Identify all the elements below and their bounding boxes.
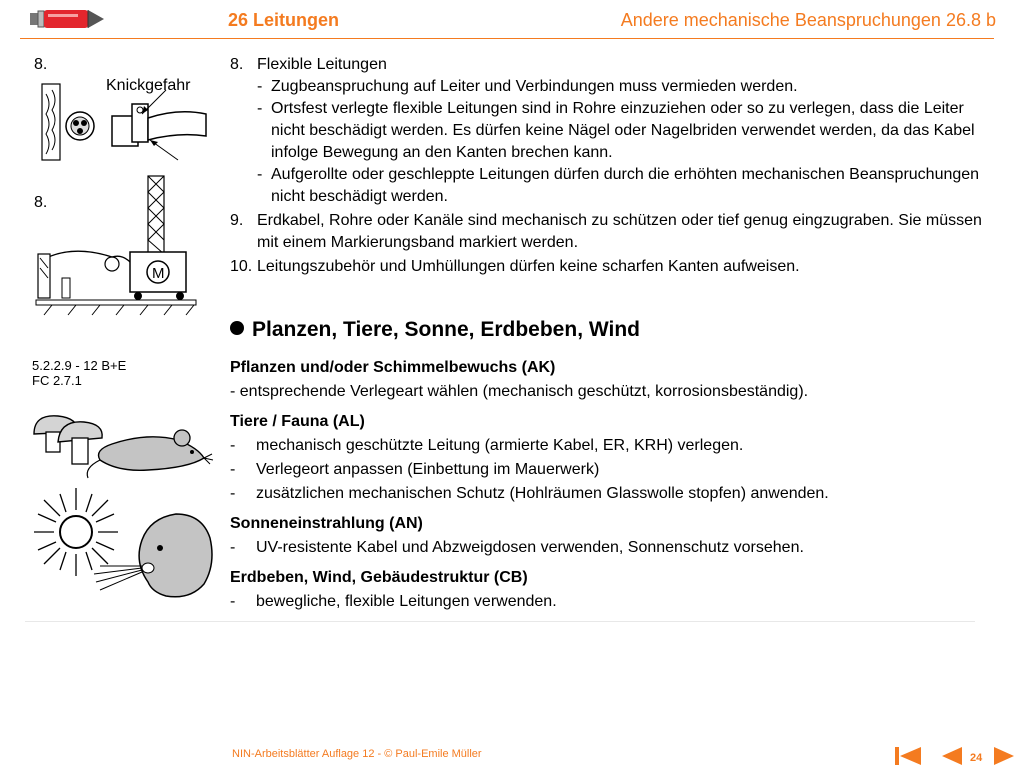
norm-reference [32, 358, 126, 388]
kink-hazard-illustration [38, 74, 210, 166]
section-ak-text: - entsprechende Verlegeart wählen (mechanisch geschützt, korrosionsbeständig). [230, 383, 809, 400]
sun-wind-illustration [30, 484, 216, 604]
first-page-icon[interactable] [893, 746, 923, 766]
footer-copyright: NIN-Arbeitsblätter Auflage 12 - © Paul-Emile Müller [232, 748, 482, 760]
section-cb-item-1: - bewegliche, flexible Leitungen verwenden. [230, 593, 557, 610]
section-al-item-1: - mechanisch geschützte Leitung (armierte Kabel, ER, KRH) verlegen. [230, 437, 744, 454]
motor-letter: M [152, 265, 165, 282]
item-8-title: Flexible Leitungen [257, 56, 387, 73]
item-9 [230, 210, 990, 254]
section-al-title: Tiere / Fauna (AL) [230, 413, 365, 430]
section-ak-title: Pflanzen und/oder Schimmelbewuchs (AK) [230, 359, 556, 376]
main-content [230, 54, 990, 278]
bullet-heading-text: Planzen, Tiere, Sonne, Erdbeben, Wind [252, 318, 640, 341]
pencil-logo-icon [28, 8, 110, 30]
figure-label-8b: 8. [34, 194, 48, 211]
section-al-item-2: - Verlegeort anpassen (Einbettung im Mauerwerk) [230, 461, 600, 478]
header-divider [20, 38, 994, 39]
figure-label-8a: 8. [34, 56, 48, 73]
item-9-text: Erdkabel, Rohre oder Kanäle sind mechanisch zu schützen oder tief genug eingzugraben. Sie müssen mit einem Markierungsband markiert werden. [257, 212, 982, 251]
chapter-title: 26 Leitungen [228, 10, 340, 30]
item-8-number: 8. [230, 56, 244, 73]
item-8-sub-2: - Ortsfest verlegte flexible Leitungen sind in Rohre einzuziehen oder so zu verlegen, dass die Leiter nicht beschädigt werden. Es dürfen keine Nägel oder Nagelbriden verwendet werden, da das Kabel infolge Bewegung an den Kanten brechen kann. [257, 100, 975, 161]
crane-motor-illustration [32, 172, 200, 318]
next-page-icon[interactable] [992, 746, 1016, 766]
page-header [0, 0, 1024, 40]
item-10-text: Leitungszubehör und Umhüllungen dürfen keine scharfen Kanten aufweisen. [257, 258, 800, 275]
prev-page-icon[interactable] [940, 746, 964, 766]
ref-line-2: FC 2.7.1 [32, 373, 82, 388]
section-al-item-3: - zusätzlichen mechanischen Schutz (Hohlräumen Glasswolle stopfen) anwenden. [230, 485, 829, 502]
mushroom-mouse-illustration [28, 408, 214, 484]
page-number: 24 [970, 752, 983, 764]
section-ak [230, 356, 990, 404]
section-al [230, 410, 990, 506]
section-title: Andere mechanische Beanspruchungen 26.8 b [620, 10, 996, 30]
bullet-icon [230, 321, 244, 335]
item-9-number: 9. [230, 212, 244, 229]
item-10-number: 10. [230, 258, 253, 275]
knickgefahr-label: Knickgefahr [106, 77, 191, 94]
section-an [230, 512, 990, 560]
bullet-heading [230, 318, 640, 342]
item-8-sub-1: - Zugbeanspruchung auf Leiter und Verbindungen muss vermieden werden. [257, 78, 798, 95]
section-an-title: Sonneneinstrahlung (AN) [230, 515, 423, 532]
content-divider [25, 621, 975, 622]
section-an-item-1: - UV-resistente Kabel und Abzweigdosen verwenden, Sonnenschutz vorsehen. [230, 539, 804, 556]
item-10 [230, 256, 990, 278]
ref-line-1: 5.2.2.9 - 12 B+E [32, 358, 127, 373]
item-8 [230, 54, 990, 76]
section-cb-title: Erdbeben, Wind, Gebäudestruktur (CB) [230, 569, 528, 586]
item-8-sub-3: - Aufgerollte oder geschleppte Leitungen dürfen durch die erhöhten mechanischen Beanspruchungen nicht beschädigt werden. [257, 166, 980, 205]
section-cb [230, 566, 990, 614]
